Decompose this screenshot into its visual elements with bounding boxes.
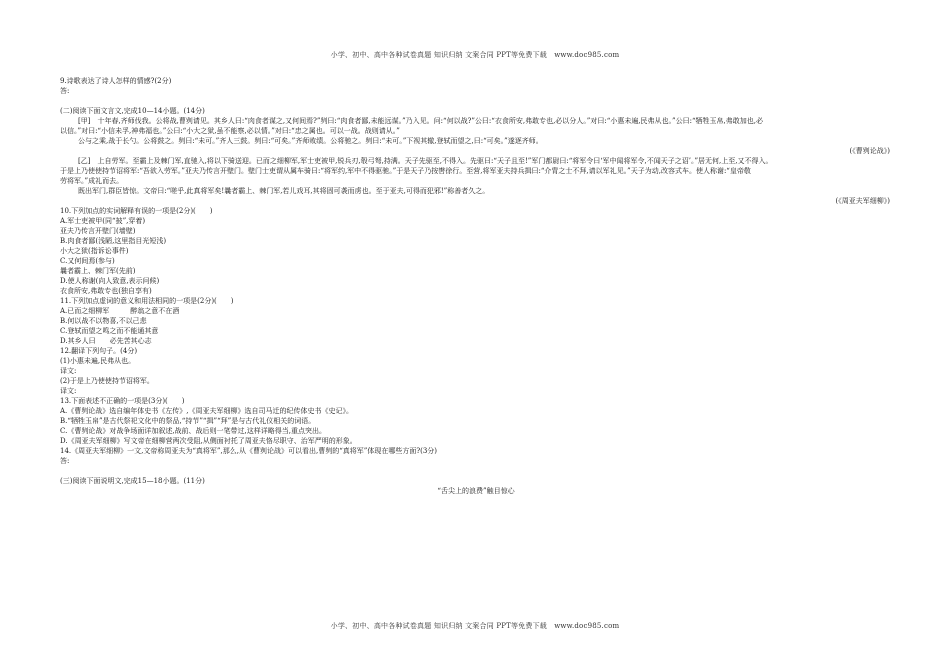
- q10-option: B.肉食者鄙(浅陋,这里指目光短浅): [60, 237, 167, 245]
- q11-option: B.何以战不以物喜,不以己悲: [60, 317, 147, 325]
- q12-item: 译文:: [60, 387, 77, 395]
- q13-option: D.《周亚夫军细柳》写文帝在细柳营两次受阻,从侧面衬托了周亚夫恪尽职守、治军严明的形象。: [60, 437, 357, 445]
- q12-item: (2)于是上乃使使持节诏将军。: [60, 377, 154, 385]
- q14-answer: 答:: [60, 457, 70, 465]
- q13-option: B.“牺牲玉帛”是古代祭祀文化中的祭品,“持节”“揖”“拜”是与古代礼仪相关的词语。: [60, 417, 316, 425]
- section2-heading: (二)阅读下面文言文,完成10—14小题。(14分): [60, 107, 205, 115]
- passage-jia-source: (《曹刿论战》): [849, 147, 890, 155]
- q9-question: 9.诗歌表达了诗人怎样的情感?(2分): [60, 77, 172, 85]
- q12-stem: 12.翻译下列句子。(4分): [60, 347, 138, 355]
- q11-option: A.已而之细柳军 醉翁之意不在酒: [60, 307, 180, 315]
- q10-option: 衣食所安,弗敢专也(独自享有): [60, 287, 152, 295]
- document-body: [60, 76, 892, 496]
- q12-item: 译文:: [60, 367, 77, 375]
- passage-yi-source: (《周亚夫军细柳》): [835, 197, 890, 205]
- passage-yi-line: 既出军门,群臣皆惊。文帝曰:“嗟乎,此真将军矣!曩者霸上、棘门军,若儿戏耳,其将固可袭而虏也。至于亚夫,可得而犯邪!”称善者久之。: [78, 187, 490, 195]
- page-footer: 小学、初中、高中各种试卷真题 知识归纳 文案合同 PPT等免费下载 www.doc985.com: [330, 622, 620, 630]
- q9-answer: 答:: [60, 87, 70, 95]
- passage-yi-line: 于是上乃使使持节诏将军:“吾欲入劳军。”亚夫乃传言开壁门。壁门士吏谓从属车骑曰:“将军约,军中不得驱驰。”于是天子乃按辔徐行。至营,将军亚夫持兵揖曰:“介胄之士不拜,请以军礼见。”天子为动,改容式车。使人称谢:“皇帝敬: [60, 167, 751, 175]
- q10-option: A.军士吏被甲(同“披”,穿着): [60, 217, 146, 225]
- q13-option: C.《曹刿论战》对战争场面详加叙述,战前、战后则一笔带过,这样详略得当,重点突出。: [60, 427, 327, 435]
- page-header: 小学、初中、高中各种试卷真题 知识归纳 文案合同 PPT等免费下载 www.doc985.com: [330, 51, 620, 59]
- section3-heading: (三)阅读下面说明文,完成15—18小题。(11分): [60, 477, 205, 485]
- passage-yi-line: 劳将军。”成礼而去。: [60, 177, 124, 185]
- passage-jia-line: 公与之乘,战于长勺。公将鼓之。刿曰:“未可。”齐人三鼓。刿曰:“可矣。”齐师败绩。公将驰之。刿曰:“未可。”下视其辙,登轼而望之,曰:“可矣。”遂逐齐师。: [78, 137, 543, 145]
- q10-stem: 10.下列加点的实词解释有误的一项是(2分)( ): [60, 207, 213, 215]
- q13-stem: 13.下面表述不正确的一项是(3分)( ): [60, 397, 185, 405]
- passage-yi-line: [乙] 上自劳军。至霸上及棘门军,直驰入,将以下骑送迎。已而之细柳军,军士吏被甲,锐兵刃,彀弓弩,持满。天子先驱至,不得入。先驱曰:“天子且至!”军门都尉曰:“将军令曰‘军中闻将军令,不闻天子之诏’。”居无何,上至,又不得入。: [78, 157, 773, 165]
- q11-stem: 11.下列加点虚词的意义和用法相同的一项是(2分)( ): [60, 297, 234, 305]
- q10-option: C.又何间焉(参与): [60, 257, 115, 265]
- passage-jia-line: [甲] 十年春,齐师伐我。公将战,曹刿请见。其乡人曰:“肉食者谋之,又何间焉?”刿曰:“肉食者鄙,未能远谋。”乃入见。问:“何以战?”公曰:“衣食所安,弗敢专也,必以分人。”对曰:“小惠未遍,民弗从也。”公曰:“牺牲玉帛,弗敢加也,必: [78, 117, 764, 125]
- q12-item: (1)小惠未遍,民弗从也。: [60, 357, 136, 365]
- q10-option: 小大之狱(指诉讼事件): [60, 247, 129, 255]
- q11-option: C.登轼而望之鸣之而不能通其意: [60, 327, 159, 335]
- q10-option: 亚夫乃传言开壁门(墙壁): [60, 227, 136, 235]
- q10-option: 曩者霸上、棘门军(先前): [60, 267, 136, 275]
- section3-title: “舌尖上的浪费”触目惊心: [437, 487, 515, 495]
- q13-option: A.《曹刿论战》选自编年体史书《左传》,《周亚夫军细柳》选自司马迁的纪传体史书《史记》。: [60, 407, 354, 415]
- q14-stem: 14.《周亚夫军细柳》一文,文帝称周亚夫为“真将军”,那么,从《曹刿论战》可以看出,曹刿的“真将军”体现在哪些方面?(3分): [60, 447, 438, 455]
- q10-option: D.使人称谢(向人致意,表示问候): [60, 277, 160, 285]
- q11-option: D.其乡人曰 必先苦其心志: [60, 337, 152, 345]
- passage-jia-line: 以信。”对曰:“小信未孚,神弗福也。”公曰:“小大之狱,虽不能察,必以情。”对曰:“忠之属也。可以一战。战则请从。”: [60, 127, 400, 135]
